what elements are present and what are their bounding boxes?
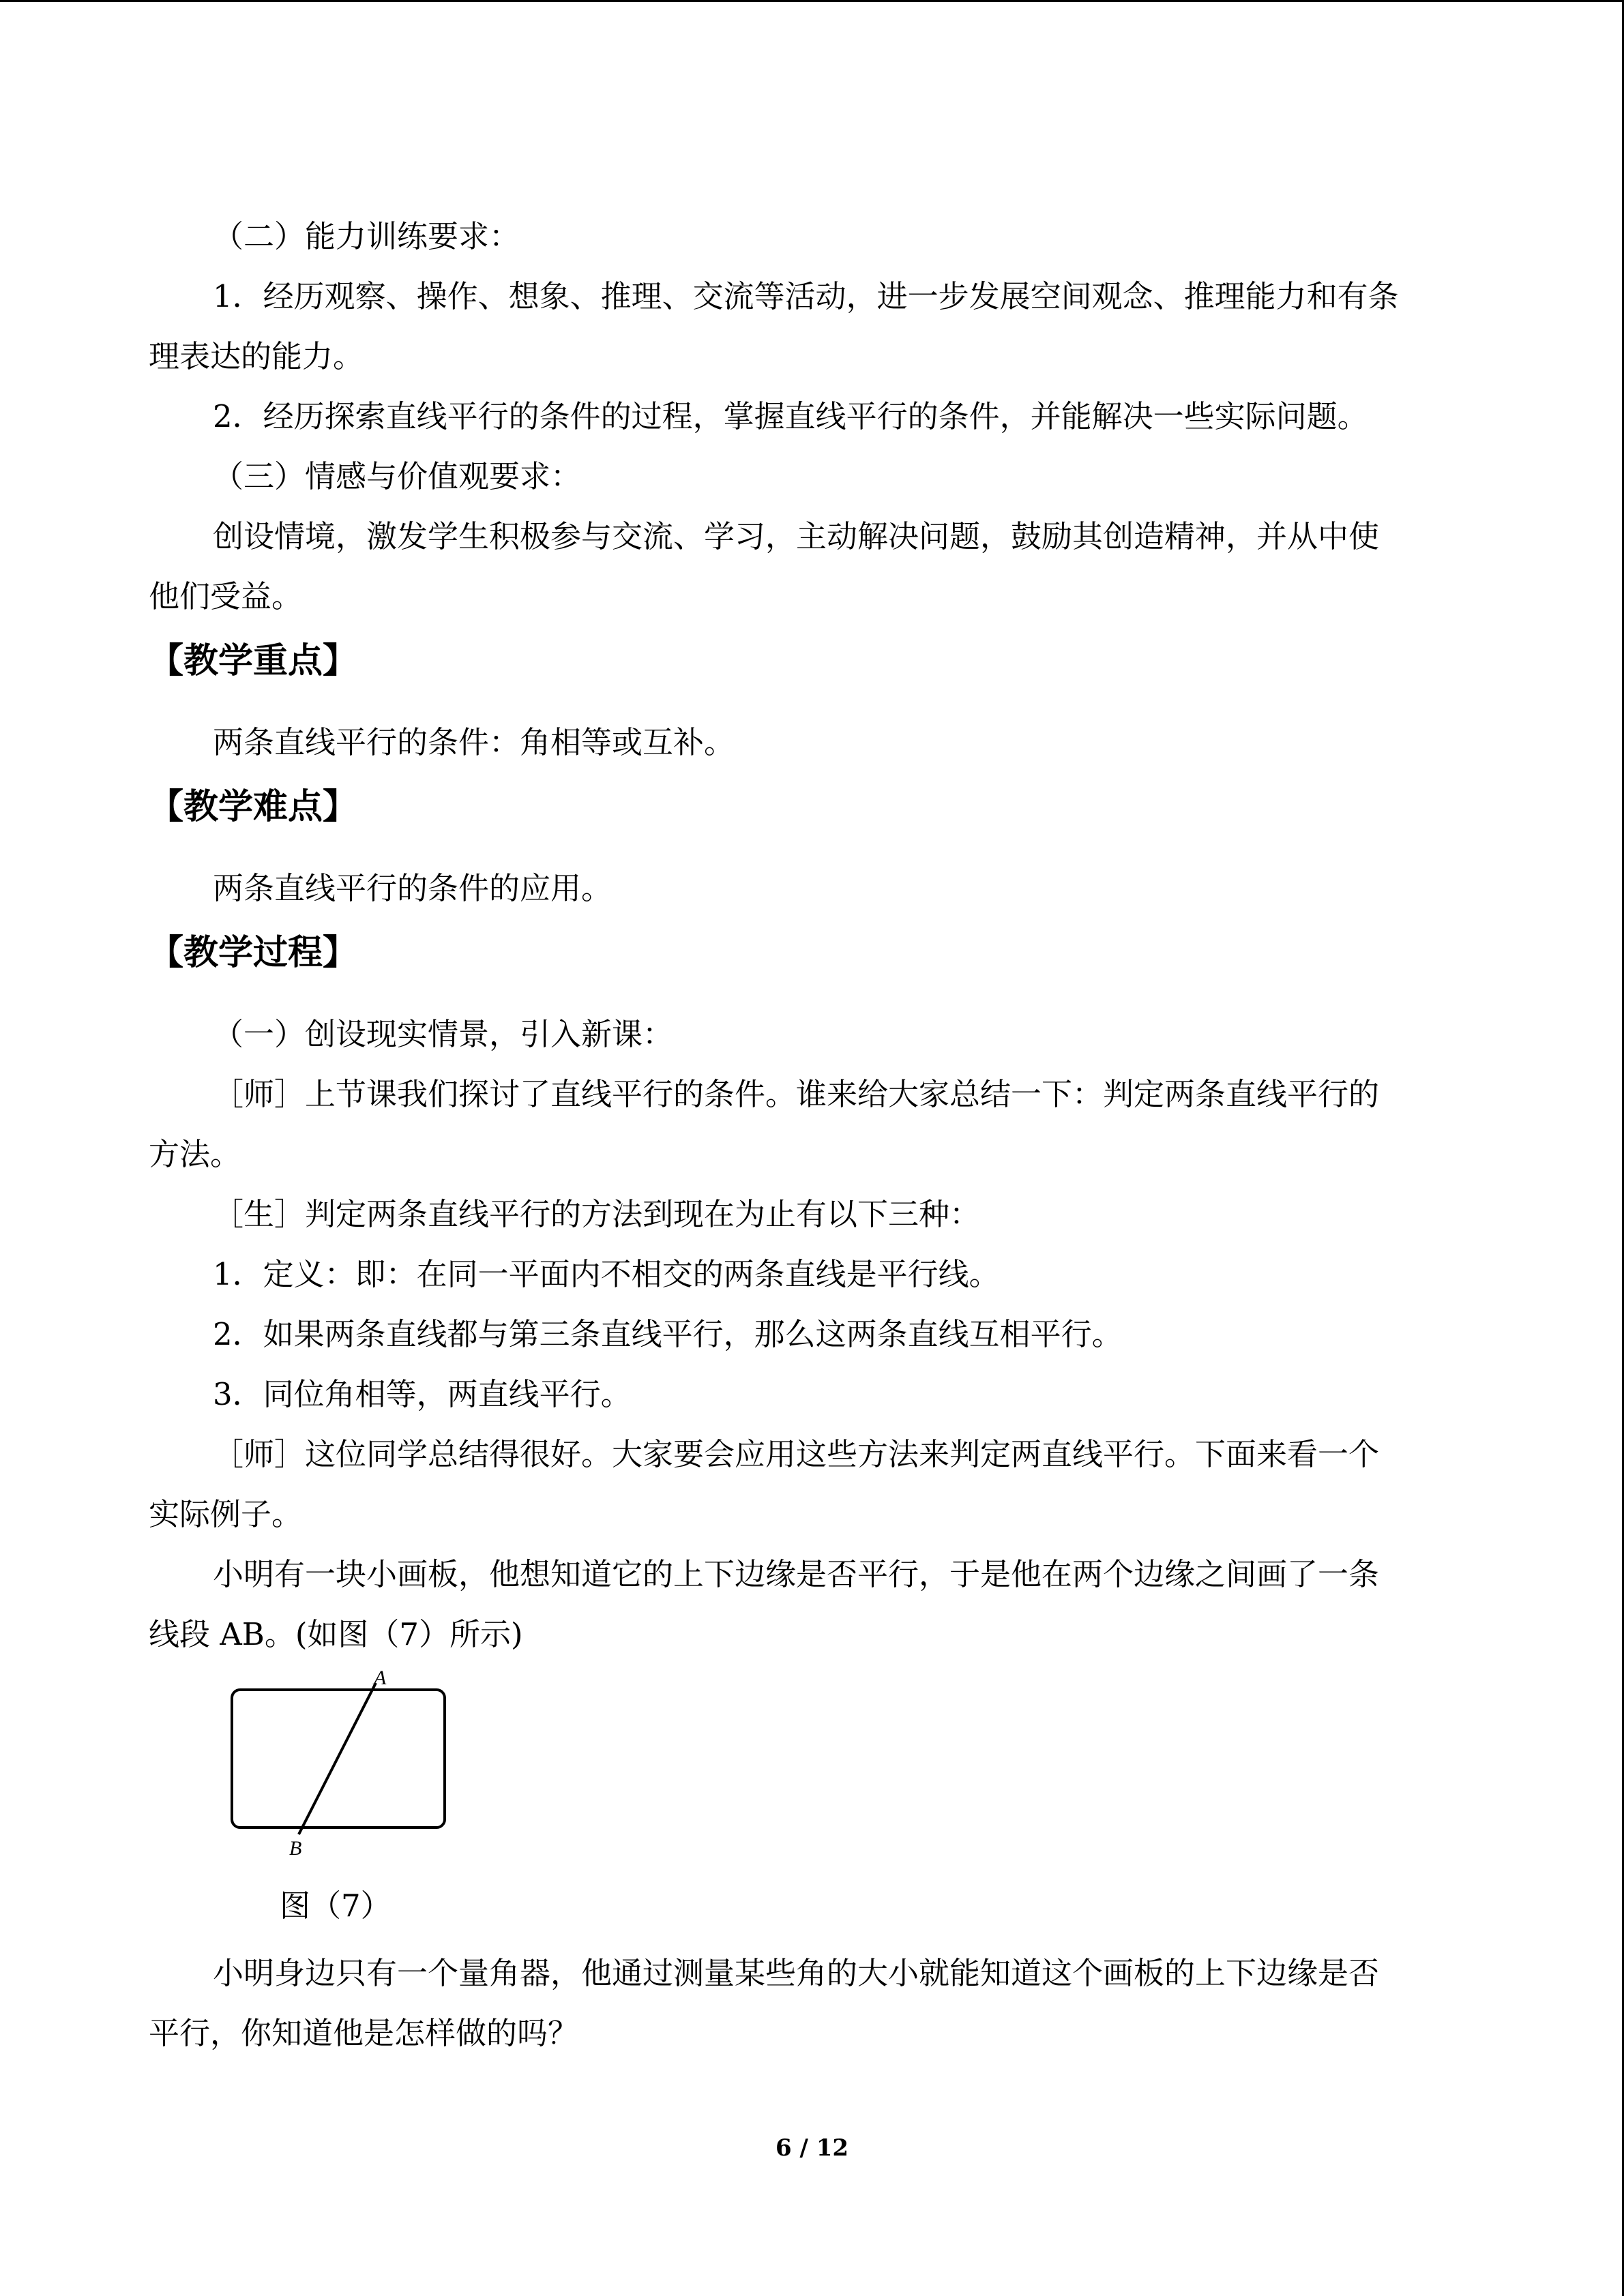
- emotion-line1: 创设情境，激发学生积极参与交流、学习，主动解决问题，鼓励其创造精神，并从中使: [213, 518, 1380, 554]
- figure-7-drawing-board: [222, 1669, 599, 1860]
- ability-item2: 2．经历探索直线平行的条件的过程，掌握直线平行的条件，并能解决一些实际问题。: [213, 398, 1368, 434]
- method-1: 1．定义：即：在同一平面内不相交的两条直线是平行线。: [213, 1256, 1000, 1292]
- teacher2-line1: ［师］这位同学总结得很好。大家要会应用这些方法来判定两直线平行。下面来看一个: [213, 1436, 1380, 1472]
- difficulty-text: 两条直线平行的条件的应用。: [213, 870, 612, 906]
- method-3: 3．同位角相等，两直线平行。: [213, 1376, 632, 1412]
- question-line1: 小明身边只有一个量角器，他通过测量某些角的大小就能知道这个画板的上下边缘是否: [213, 1955, 1380, 1991]
- segment-ab: [299, 1683, 376, 1834]
- page-border-top: [0, 0, 1624, 2]
- key-point-heading: 【教学重点】: [149, 641, 358, 681]
- teacher2-line2: 实际例子。: [149, 1496, 303, 1532]
- example-line1: 小明有一块小画板，他想知道它的上下边缘是否平行，于是他在两个边缘之间画了一条: [213, 1556, 1380, 1592]
- key-point-text: 两条直线平行的条件：角相等或互补。: [213, 724, 735, 760]
- student1-text: ［生］判定两条直线平行的方法到现在为止有以下三种：: [213, 1196, 981, 1232]
- figure-7-caption: 图（7）: [280, 1888, 392, 1924]
- point-b-label: B: [289, 1837, 302, 1860]
- difficulty-heading: 【教学难点】: [149, 787, 358, 827]
- emotion-title: （三）情感与价值观要求：: [213, 458, 582, 494]
- teacher1-line1: ［师］上节课我们探讨了直线平行的条件。谁来给大家总结一下：判定两条直线平行的: [213, 1076, 1380, 1112]
- page-number: 6 / 12: [775, 2134, 849, 2162]
- ability-title: （二）能力训练要求：: [213, 218, 520, 254]
- ability-item1-line1: 1．经历观察、操作、想象、推理、交流等活动，进一步发展空间观念、推理能力和有条: [213, 278, 1399, 314]
- question-line2: 平行，你知道他是怎样做的吗？: [149, 2015, 579, 2051]
- point-a-label: A: [374, 1669, 387, 1689]
- ability-item1-line2: 理表达的能力。: [149, 338, 364, 374]
- process-intro: （一）创设现实情景，引入新课：: [213, 1016, 674, 1052]
- figure-7-svg: [222, 1669, 599, 1860]
- process-heading: 【教学过程】: [149, 933, 358, 973]
- teacher1-line2: 方法。: [149, 1136, 241, 1172]
- emotion-line2: 他们受益。: [149, 578, 303, 614]
- example-line2: 线段 AB。(如图（7）所示): [149, 1616, 523, 1652]
- method-2: 2．如果两条直线都与第三条直线平行，那么这两条直线互相平行。: [213, 1316, 1123, 1352]
